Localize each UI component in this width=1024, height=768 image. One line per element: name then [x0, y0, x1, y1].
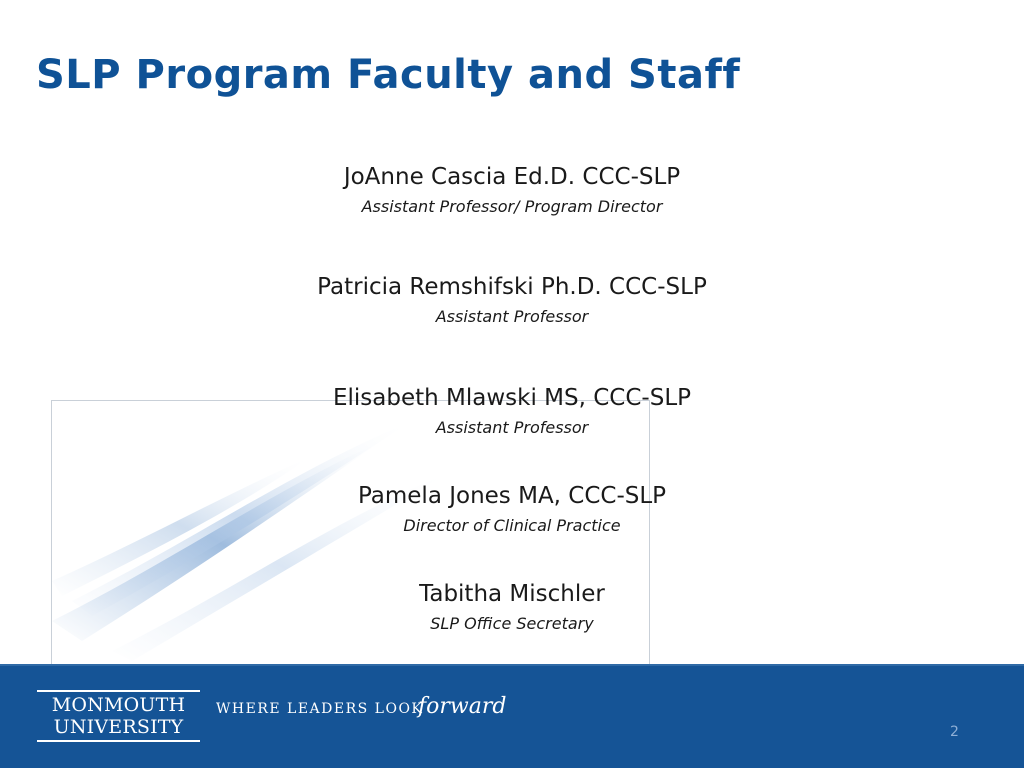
- university-logo: [37, 690, 200, 742]
- member-name: Patricia Remshifski Ph.D. CCC-SLP: [317, 274, 707, 300]
- faculty-member: [0, 579, 1024, 635]
- logo-rule-bottom: [37, 740, 200, 742]
- member-name: Elisabeth Mlawski MS, CCC-SLP: [332, 385, 692, 411]
- faculty-member: [0, 383, 1024, 439]
- logo-line-2: UNIVERSITY: [53, 716, 184, 738]
- tagline: WHERE LEADERS LOOK: [216, 701, 424, 717]
- faculty-member: [0, 481, 1024, 537]
- member-role: Assistant Professor/ Program Director: [361, 197, 663, 216]
- member-name: JoAnne Cascia Ed.D. CCC-SLP: [343, 164, 681, 190]
- faculty-member: [0, 272, 1024, 328]
- logo-rule-top: [37, 690, 200, 692]
- member-name: Pamela Jones MA, CCC-SLP: [357, 483, 667, 509]
- member-role: Assistant Professor: [435, 307, 589, 326]
- faculty-member: [0, 162, 1024, 218]
- member-name: Tabitha Mischler: [419, 581, 605, 607]
- member-role: Director of Clinical Practice: [403, 516, 621, 535]
- page-number: 2: [950, 724, 959, 740]
- logo-line-1: MONMOUTH: [51, 694, 186, 716]
- member-role: Assistant Professor: [435, 418, 589, 437]
- slide-title: SLP Program Faculty and Staff: [36, 52, 741, 98]
- tagline-script: forward: [418, 694, 507, 719]
- member-role: SLP Office Secretary: [430, 614, 594, 633]
